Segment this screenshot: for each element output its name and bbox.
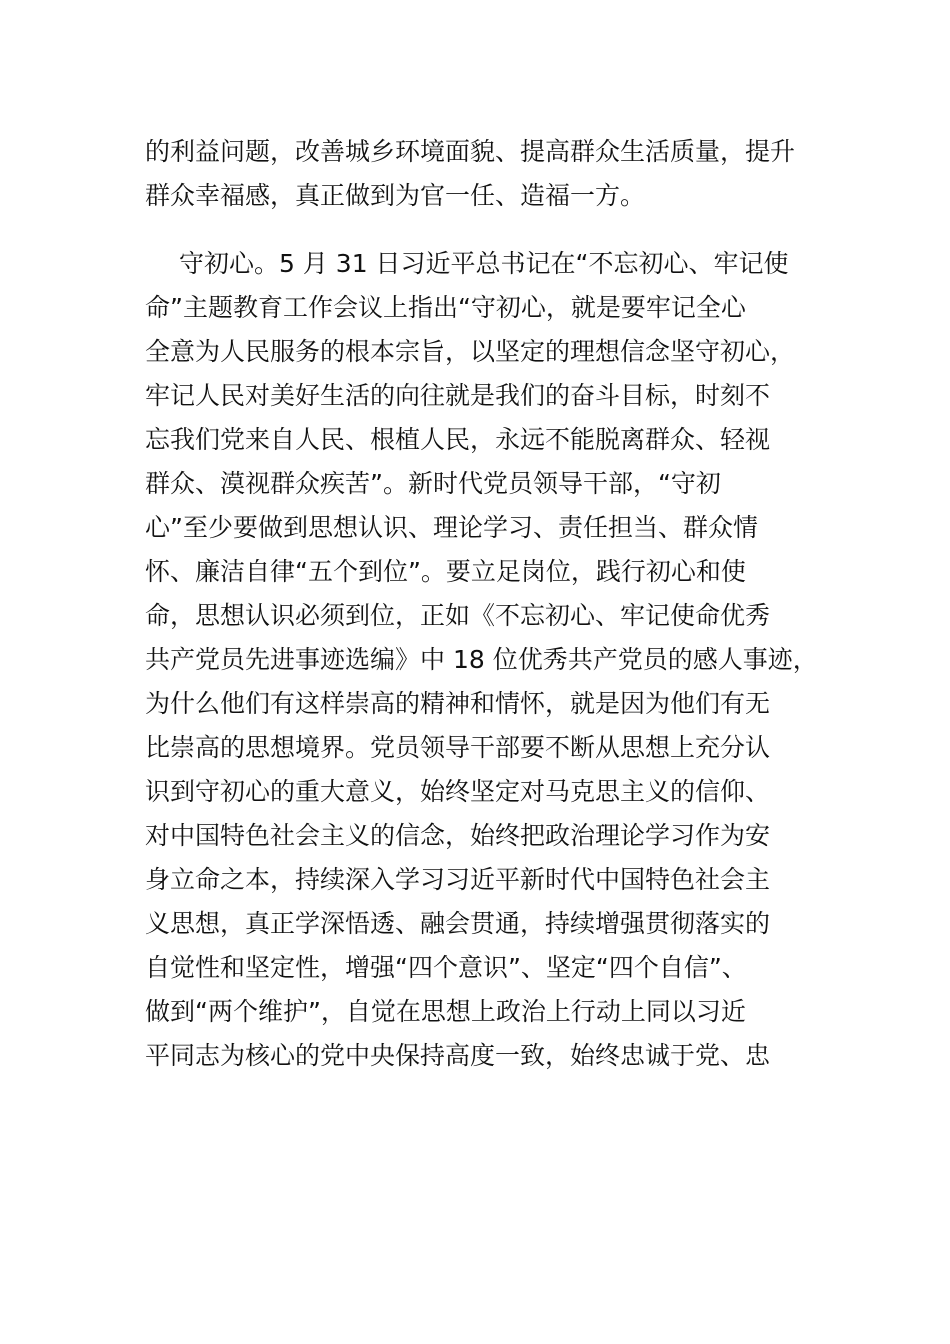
text-line: 全意为人民服务的根本宗旨，以坚定的理想信念坚守初心， <box>145 337 796 366</box>
text-line: 群众、漠视群众疾苦”。新时代党员领导干部，“守初 <box>145 469 721 498</box>
text-line: 命，思想认识必须到位，正如《不忘初心、牢记使命优秀 <box>145 601 771 630</box>
text-line: 平同志为核心的党中央保持高度一致，始终忠诚于党、忠 <box>145 1041 771 1070</box>
text-line: 共产党员先进事迹选编》中 18 位优秀共产党员的感人事迹， <box>145 645 818 674</box>
text-line: 自觉性和坚定性，增强“四个意识”、坚定“四个自信”、 <box>145 953 747 982</box>
text-line: 为什么他们有这样崇高的精神和情怀，就是因为他们有无 <box>145 689 771 718</box>
text-line: 群众幸福感，真正做到为官一任、造福一方。 <box>145 181 646 210</box>
paragraph-2 <box>145 242 825 1078</box>
paragraph-spacing <box>145 218 825 242</box>
text-line: 做到“两个维护”，自觉在思想上政治上行动上同以习近 <box>145 997 746 1026</box>
text-line: 守初心。5 月 31 日习近平总书记在“不忘初心、牢记使 <box>179 249 789 278</box>
text-line: 对中国特色社会主义的信念，始终把政治理论学习作为安 <box>145 821 771 850</box>
text-line: 心”至少要做到思想认识、理论学习、责任担当、群众情 <box>145 513 758 542</box>
text-line: 比崇高的思想境界。党员领导干部要不断从思想上充分认 <box>145 733 771 762</box>
text-line: 牢记人民对美好生活的向往就是我们的奋斗目标，时刻不 <box>145 381 771 410</box>
text-line: 的利益问题，改善城乡环境面貌、提高群众生活质量，提升 <box>145 137 796 166</box>
text-line: 义思想，真正学深悟透、融会贯通，持续增强贯彻落实的 <box>145 909 771 938</box>
text-line: 怀、廉洁自律“五个到位”。要立足岗位，践行初心和使 <box>145 557 746 586</box>
paragraph-1 <box>145 130 825 218</box>
text-line: 忘我们党来自人民、根植人民，永远不能脱离群众、轻视 <box>145 425 771 454</box>
text-line: 命”主题教育工作会议上指出“守初心，就是要牢记全心 <box>145 293 746 322</box>
text-line: 识到守初心的重大意义，始终坚定对马克思主义的信仰、 <box>145 777 771 806</box>
body-text <box>145 130 825 1078</box>
text-line: 身立命之本，持续深入学习习近平新时代中国特色社会主 <box>145 865 771 894</box>
